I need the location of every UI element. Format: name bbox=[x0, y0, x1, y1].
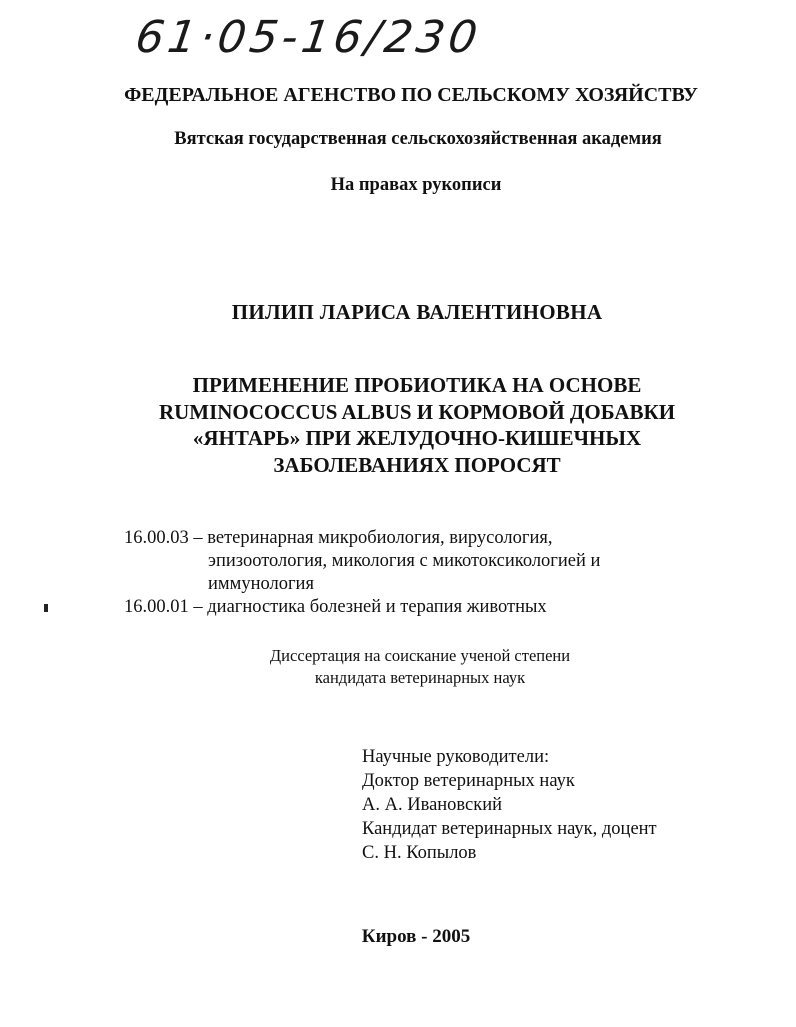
specialty-line: 16.00.03 – ветеринарная микробиология, вирусология, bbox=[124, 528, 553, 548]
title-line: RUMINOCOCCUS ALBUS И КОРМОВОЙ ДОБАВКИ bbox=[158, 399, 676, 424]
advisor-name: С. Н. Копылов bbox=[362, 843, 477, 863]
specialty-item bbox=[124, 596, 547, 619]
title-line: «ЯНТАРЬ» ПРИ ЖЕЛУДОЧНО-КИШЕЧНЫХ bbox=[192, 426, 642, 450]
advisors-heading: Научные руководители: bbox=[362, 747, 550, 767]
dissertation-title bbox=[19, 372, 796, 478]
degree-line: кандидата ветеринарных наук bbox=[314, 668, 526, 687]
advisor-name: А. А. Ивановский bbox=[362, 795, 503, 815]
specialty-item bbox=[124, 527, 600, 596]
advisor-degree: Доктор ветеринарных наук bbox=[362, 771, 575, 791]
advisor-degree: Кандидат ветеринарных наук, доцент bbox=[362, 819, 657, 839]
manuscript-rights: На правах рукописи bbox=[330, 175, 502, 195]
specialty-line: 16.00.01 – диагностика болезней и терапия животных bbox=[124, 597, 547, 617]
academy-name: Вятская государственная сельскохозяйственная академия bbox=[174, 129, 662, 149]
handwritten-catalog-code: 61·05-16/230 bbox=[132, 12, 485, 63]
scan-mark bbox=[44, 604, 48, 612]
title-line: ЗАБОЛЕВАНИЯХ ПОРОСЯТ bbox=[273, 452, 561, 477]
scientific-advisors bbox=[362, 745, 657, 865]
title-line: ПРИМЕНЕНИЕ ПРОБИОТИКА НА ОСНОВЕ bbox=[192, 373, 642, 397]
dissertation-degree bbox=[22, 645, 796, 689]
author-name: ПИЛИП ЛАРИСА ВАЛЕНТИНОВНА bbox=[231, 300, 603, 324]
specialty-continuation: эпизоотология, микология с микотоксикологией и bbox=[208, 551, 601, 571]
degree-line: Диссертация на соискание ученой степени bbox=[269, 646, 571, 665]
city-year: Киров - 2005 bbox=[361, 926, 471, 947]
agency-heading: ФЕДЕРАЛЬНОЕ АГЕНСТВО ПО СЕЛЬСКОМУ ХОЗЯЙСТВУ bbox=[124, 84, 698, 106]
specialty-continuation: иммунология bbox=[208, 574, 314, 594]
